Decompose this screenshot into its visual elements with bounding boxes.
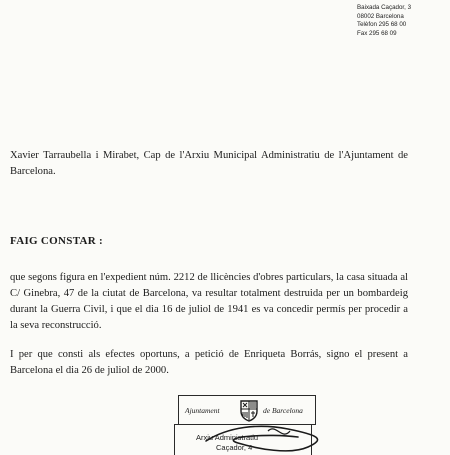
address-line: Baixada Caçador, 3 xyxy=(357,4,412,11)
address-line: Telèfon 295 68 00 xyxy=(357,21,407,29)
address-line: 08002 Barcelona xyxy=(357,12,404,20)
section-heading: FAIG CONSTAR : xyxy=(10,235,104,247)
stamp-org-left: Ajuntament xyxy=(185,406,220,415)
stamp-address: Caçador, 4 xyxy=(216,443,253,452)
intro-paragraph: Xavier Tarraubella i Mirabet, Cap de l'Arxiu Municipal Administratiu de l'Ajuntament de Barcelona. xyxy=(10,150,408,177)
stamp-org-right: de Barcelona xyxy=(263,406,303,415)
handwritten-signature xyxy=(198,419,328,453)
stamp-department: Arxiu Administratiu xyxy=(196,433,259,442)
official-stamp xyxy=(168,393,314,453)
closing-paragraph: I per que consti als efectes oportuns, a petició de Enriqueta Borrás, signo el present a Barcelona el dia 26 de juliol de 2000. xyxy=(10,349,408,376)
letterhead-address xyxy=(357,4,411,38)
address-line: Fax 295 68 09 xyxy=(357,29,397,37)
statement-paragraph: que segons figura en l'expedient núm. 2212 de llicències d'obres particulars, la casa situada al C/ Ginebra, 47 de la ciutat de Barcelona, va resultar totalment destruida per un bombardeig durant la Guerra Civil, i que el dia 16 de juliol de 1941 es va concedir permís per procedir a la seva reconstrucció. xyxy=(10,272,408,331)
